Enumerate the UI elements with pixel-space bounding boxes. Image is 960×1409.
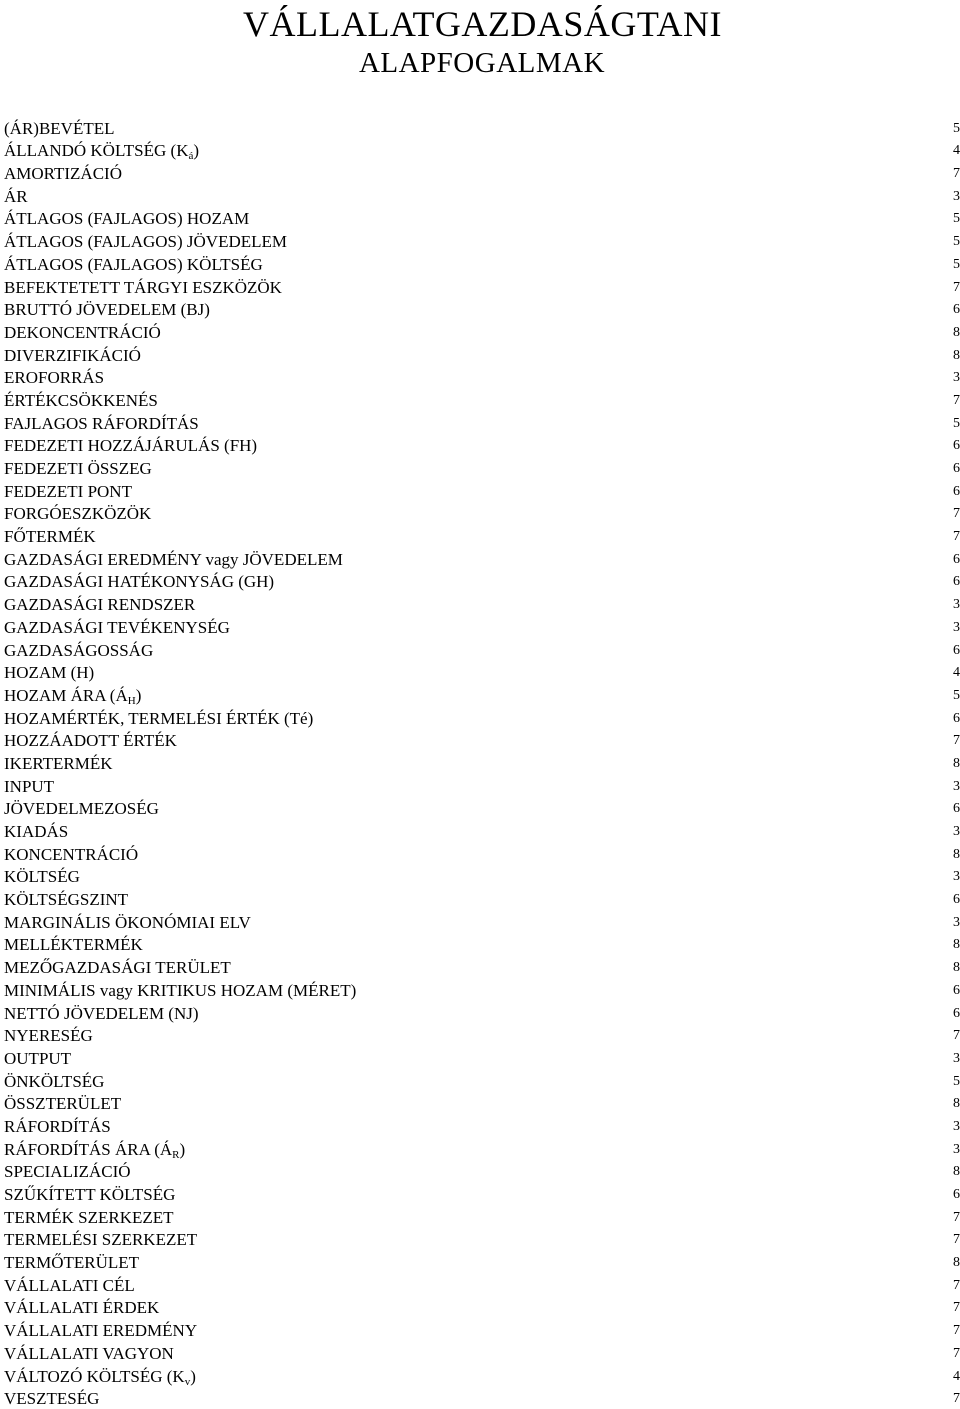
index-entry-term: GAZDASÁGOSSÁG (4, 641, 153, 660)
index-entry[interactable] (4, 275, 960, 298)
index-entry-label (4, 958, 231, 978)
index-entry-page-number: 8 (950, 346, 960, 366)
index-entry-term: VÁLLALATI VAGYON (4, 1344, 174, 1363)
index-entry[interactable] (4, 161, 960, 184)
index-entry-label (4, 1321, 197, 1341)
dot-leader (202, 149, 947, 157)
index-entry-page-number: 6 (950, 459, 960, 479)
index-entry[interactable] (4, 910, 960, 933)
index-entry-term: ÁTLAGOS (FAJLAGOS) KÖLTSÉG (4, 255, 263, 274)
index-entry-page-number: 7 (950, 527, 960, 547)
index-entry-term: KIADÁS (4, 822, 68, 841)
index-entry-label (4, 1162, 131, 1182)
index-entry[interactable] (4, 1296, 960, 1319)
dot-leader (144, 354, 947, 362)
dot-leader (213, 308, 947, 316)
index-entry[interactable] (4, 229, 960, 252)
index-entry-page-number: 5 (950, 686, 960, 706)
index-entry-term: RÁFORDÍTÁS ÁRA (Á (4, 1140, 172, 1159)
index-entry[interactable] (4, 570, 960, 593)
index-entry[interactable] (4, 955, 960, 978)
index-entry-label (4, 731, 177, 751)
dot-leader (198, 603, 947, 611)
dot-leader (146, 943, 947, 951)
dot-leader (162, 807, 947, 815)
index-entry-label (4, 278, 282, 298)
index-entry-label (4, 641, 153, 661)
index-entry-page-number: 8 (950, 958, 960, 978)
index-entry-label (4, 935, 143, 955)
index-entry-page-number: 6 (950, 641, 960, 661)
index-entry-page-number: 7 (950, 1276, 960, 1296)
index-entry[interactable] (4, 774, 960, 797)
index-entry-suffix: ) (193, 141, 199, 160)
index-entry-label (4, 1389, 99, 1409)
dot-leader (234, 966, 947, 974)
index-entry-label (4, 1117, 111, 1137)
index-entry-label (4, 164, 122, 184)
dot-leader (161, 399, 947, 407)
index-entry-label (4, 913, 251, 933)
index-entry-term: TERMÉK SZERKEZET (4, 1208, 174, 1227)
dot-leader (74, 1057, 947, 1065)
index-entry-page-number: 7 (950, 1230, 960, 1250)
index-entry-page-number: 7 (950, 391, 960, 411)
index-entry-label (4, 686, 141, 706)
index-entry[interactable] (4, 1046, 960, 1069)
dot-leader (138, 1284, 947, 1292)
index-entry-term: BEFEKTETETT TÁRGYI ESZKÖZÖK (4, 278, 282, 297)
index-entry-page-number: 7 (950, 164, 960, 184)
index-entry-label (4, 1208, 174, 1228)
index-entry-term: BRUTTÓ JÖVEDELEM (BJ) (4, 300, 210, 319)
index-entry-term: DIVERZIFIKÁCIÓ (4, 346, 141, 365)
index-entry-label (4, 232, 287, 252)
index-entry-page-number: 6 (950, 300, 960, 320)
index-entry-term: INPUT (4, 777, 54, 796)
dot-leader (199, 1375, 947, 1383)
index-entry[interactable] (4, 638, 960, 661)
index-entry-page-number: 3 (950, 913, 960, 933)
dot-leader (359, 989, 947, 997)
index-entry-label (4, 754, 113, 774)
index-entry-term: ÁTLAGOS (FAJLAGOS) JÖVEDELEM (4, 232, 287, 251)
index-entry-label (4, 436, 257, 456)
index-entry[interactable] (4, 729, 960, 752)
index-entry-label (4, 981, 356, 1001)
index-entry-term: ÖNKÖLTSÉG (4, 1072, 104, 1091)
dot-leader (141, 853, 947, 861)
index-entry-page-number: 7 (950, 1298, 960, 1318)
index-entry-label (4, 119, 114, 139)
index-entry[interactable] (4, 706, 960, 729)
index-entry-label (4, 1140, 185, 1160)
index-entry-term: VÁLLALATI CÉL (4, 1276, 135, 1295)
index-entry-label (4, 459, 152, 479)
dot-leader (290, 240, 947, 248)
document-subtitle: ALAPFOGALMAK (0, 46, 960, 80)
index-entry-term: GAZDASÁGI RENDSZER (4, 595, 195, 614)
dot-leader (316, 717, 947, 725)
index-entry[interactable] (4, 1250, 960, 1273)
dot-leader (107, 1080, 947, 1088)
dot-leader (200, 1329, 947, 1337)
index-entry-label (4, 1004, 199, 1024)
index-entry[interactable] (4, 1364, 960, 1387)
index-entry-label (4, 504, 151, 524)
index-entry-label (4, 1276, 135, 1296)
index-entry[interactable] (4, 1024, 960, 1047)
dot-leader (99, 535, 947, 543)
dot-leader (107, 376, 947, 384)
index-entry-label (4, 1049, 71, 1069)
index-entry-term: DEKONCENTRÁCIÓ (4, 323, 161, 342)
index-entry-term: MINIMÁLIS vagy KRITIKUS HOZAM (MÉRET) (4, 981, 356, 1000)
index-entry-term: GAZDASÁGI EREDMÉNY vagy JÖVEDELEM (4, 550, 343, 569)
index-entry-subscript: H (128, 695, 136, 707)
index-entry-page-number: 8 (950, 754, 960, 774)
dot-leader (164, 331, 947, 339)
index-entry-page-number: 6 (950, 572, 960, 592)
dot-leader (162, 1306, 947, 1314)
dot-leader (202, 422, 947, 430)
index-entry[interactable] (4, 524, 960, 547)
index-entry[interactable] (4, 388, 960, 411)
index-entry-page-number: 4 (950, 663, 960, 683)
index-entry-page-number: 3 (950, 368, 960, 388)
index-entry-subscript: R (172, 1149, 179, 1161)
index-entry-label (4, 618, 230, 638)
index-entry-term: HOZZÁADOTT ÉRTÉK (4, 731, 177, 750)
index-entry-page-number: 7 (950, 504, 960, 524)
index-entry-label (4, 527, 96, 547)
index-entry-term: ÁLLANDÓ KÖLTSÉG (K (4, 141, 188, 160)
index-entry[interactable] (4, 842, 960, 865)
index-entry-page-number: 6 (950, 550, 960, 570)
index-entry-page-number: 3 (950, 822, 960, 842)
index-entry-label (4, 141, 199, 161)
document-title: VÁLLALATGAZDASÁGTANI (0, 2, 960, 46)
index-entry-page-number: 8 (950, 1094, 960, 1114)
index-entry-term: KÖLTSÉG (4, 867, 80, 886)
index-entry-label (4, 482, 132, 502)
index-entry-term: ÉRTÉKCSÖKKENÉS (4, 391, 158, 410)
index-entry[interactable] (4, 298, 960, 321)
index-entry-page-number: 8 (950, 935, 960, 955)
dot-leader (131, 898, 947, 906)
dot-leader (156, 649, 947, 657)
index-entry[interactable] (4, 184, 960, 207)
index-entry-page-number: 7 (950, 1389, 960, 1409)
index-entry[interactable] (4, 502, 960, 525)
index-entry[interactable] (4, 1228, 960, 1251)
document-header (0, 2, 960, 80)
index-entry-label (4, 414, 199, 434)
index-entry[interactable] (4, 366, 960, 389)
index-entry-page-number: 7 (950, 731, 960, 751)
dot-leader (135, 490, 947, 498)
index-entry[interactable] (4, 1341, 960, 1364)
index-entry-label (4, 1072, 104, 1092)
index-entry[interactable] (4, 1318, 960, 1341)
dot-leader (177, 1216, 947, 1224)
index-entry-page-number: 5 (950, 1072, 960, 1092)
index-entry-term: HOZAM ÁRA (Á (4, 686, 128, 705)
index-entry-label (4, 890, 128, 910)
index-entry[interactable] (4, 887, 960, 910)
index-entry-label (4, 1094, 121, 1114)
dot-leader (124, 1102, 947, 1110)
index-entry-term: MARGINÁLIS ÖKONÓMIAI ELV (4, 913, 251, 932)
dot-leader (277, 580, 947, 588)
index-entry-label (4, 1298, 159, 1318)
index-entry-page-number: 7 (950, 1208, 960, 1228)
index-entry-label (4, 1367, 196, 1387)
index-entry-label (4, 845, 138, 865)
dot-leader (134, 1170, 947, 1178)
index-entry-page-number: 5 (950, 232, 960, 252)
index-entry-suffix: ) (136, 686, 142, 705)
index-entry-label (4, 391, 158, 411)
index-entry-term: VÁLLALATI ÉRDEK (4, 1298, 159, 1317)
dot-leader (200, 1238, 947, 1246)
dot-leader (254, 921, 947, 929)
index-entry-label (4, 255, 263, 275)
index-entry-page-number: 3 (950, 187, 960, 207)
index-entry-term: FEDEZETI ÖSSZEG (4, 459, 152, 478)
index-entry-term: ÁTLAGOS (FAJLAGOS) HOZAM (4, 209, 249, 228)
index-entry-term: SPECIALIZÁCIÓ (4, 1162, 131, 1181)
dot-leader (260, 444, 947, 452)
index-entry-page-number: 6 (950, 482, 960, 502)
index-entry[interactable] (4, 1182, 960, 1205)
dot-leader (266, 263, 947, 271)
index-entry-page-number: 6 (950, 709, 960, 729)
index-entry-page-number: 3 (950, 867, 960, 887)
index-entry-term: FORGÓESZKÖZÖK (4, 504, 151, 523)
index-entry-label (4, 572, 274, 592)
index-entry-label (4, 1026, 93, 1046)
dot-leader (57, 785, 947, 793)
index-entry-term: (ÁR)BEVÉTEL (4, 119, 114, 138)
index-entry-term: HOZAMÉRTÉK, TERMELÉSI ÉRTÉK (Té) (4, 709, 313, 728)
index-entry-term: KONCENTRÁCIÓ (4, 845, 138, 864)
index-entry-page-number: 5 (950, 255, 960, 275)
index-entry-page-number: 7 (950, 1344, 960, 1364)
index-entry-page-number: 3 (950, 1049, 960, 1069)
index-entry-label (4, 323, 161, 343)
index-entry-label (4, 867, 80, 887)
dot-leader (83, 875, 947, 883)
index-list (4, 116, 960, 1409)
index-entry-page-number: 4 (950, 1367, 960, 1387)
dot-leader (155, 467, 947, 475)
index-entry[interactable] (4, 479, 960, 502)
dot-leader (233, 626, 947, 634)
index-entry[interactable] (4, 615, 960, 638)
dot-leader (71, 830, 947, 838)
dot-leader (202, 1012, 947, 1020)
index-entry-term: VÁLLALATI EREDMÉNY (4, 1321, 197, 1340)
index-entry-page-number: 8 (950, 845, 960, 865)
index-entry-term: VESZTESÉG (4, 1389, 99, 1408)
index-entry-term: MELLÉKTERMÉK (4, 935, 143, 954)
index-entry[interactable] (4, 411, 960, 434)
index-entry-subscript: á (188, 150, 193, 162)
index-entry-term: AMORTIZÁCIÓ (4, 164, 122, 183)
index-entry-page-number: 4 (950, 141, 960, 161)
index-entry[interactable] (4, 456, 960, 479)
index-entry[interactable] (4, 1001, 960, 1024)
index-entry-page-number: 6 (950, 890, 960, 910)
index-entry[interactable] (4, 592, 960, 615)
index-entry-label (4, 595, 195, 615)
index-entry-term: TERMELÉSI SZERKEZET (4, 1230, 197, 1249)
index-entry-page-number: 8 (950, 323, 960, 343)
index-entry-page-number: 3 (950, 1117, 960, 1137)
dot-leader (102, 1397, 947, 1405)
dot-leader (252, 217, 947, 225)
index-entry-term: VÁLTOZÓ KÖLTSÉG (K (4, 1367, 185, 1386)
index-entry-page-number: 5 (950, 209, 960, 229)
index-entry-term: FŐTERMÉK (4, 527, 96, 546)
index-entry-page-number: 6 (950, 981, 960, 1001)
index-entry-page-number: 8 (950, 1253, 960, 1273)
index-entry[interactable] (4, 434, 960, 457)
dot-leader (346, 558, 947, 566)
index-entry[interactable] (4, 819, 960, 842)
index-entry-label (4, 346, 141, 366)
index-entry-term: FEDEZETI HOZZÁJÁRULÁS (FH) (4, 436, 257, 455)
dot-leader (97, 671, 947, 679)
index-entry[interactable] (4, 933, 960, 956)
index-entry-page-number: 6 (950, 1004, 960, 1024)
index-entry-page-number: 3 (950, 595, 960, 615)
index-entry-term: EROFORRÁS (4, 368, 104, 387)
index-entry-label (4, 209, 249, 229)
index-entry[interactable] (4, 1114, 960, 1137)
index-entry[interactable] (4, 978, 960, 1001)
dot-leader (125, 172, 947, 180)
index-entry-label (4, 550, 343, 570)
index-entry-term: NETTÓ JÖVEDELEM (NJ) (4, 1004, 199, 1023)
index-entry-term: NYERESÉG (4, 1026, 93, 1045)
index-entry-page-number: 8 (950, 1162, 960, 1182)
index-entry[interactable] (4, 1160, 960, 1183)
index-entry-label (4, 1230, 197, 1250)
index-entry-term: MEZŐGAZDASÁGI TERÜLET (4, 958, 231, 977)
dot-leader (142, 1261, 947, 1269)
index-entry-suffix: ) (179, 1140, 185, 1159)
index-entry[interactable] (4, 751, 960, 774)
dot-leader (114, 1125, 947, 1133)
dot-leader (116, 762, 947, 770)
index-entry-term: ÁR (4, 187, 28, 206)
index-entry-page-number: 7 (950, 1321, 960, 1341)
index-entry-label (4, 187, 28, 207)
index-entry-label (4, 822, 68, 842)
index-entry-label (4, 300, 210, 320)
index-entry-label (4, 663, 94, 683)
index-entry-page-number: 3 (950, 618, 960, 638)
index-entry-page-number: 3 (950, 1140, 960, 1160)
index-entry[interactable] (4, 116, 960, 139)
dot-leader (31, 195, 947, 203)
index-entry[interactable] (4, 797, 960, 820)
dot-leader (285, 286, 947, 294)
index-entry-subscript: v (185, 1376, 191, 1388)
index-entry-page-number: 6 (950, 799, 960, 819)
index-entry-term: SZŰKÍTETT KÖLTSÉG (4, 1185, 175, 1204)
index-entry[interactable] (4, 207, 960, 230)
index-entry-term: GAZDASÁGI HATÉKONYSÁG (GH) (4, 572, 274, 591)
index-entry-label (4, 777, 54, 797)
index-entry-term: HOZAM (H) (4, 663, 94, 682)
index-entry-term: KÖLTSÉGSZINT (4, 890, 128, 909)
index-entry-page-number: 5 (950, 414, 960, 434)
index-entry[interactable] (4, 252, 960, 275)
index-entry-term: OUTPUT (4, 1049, 71, 1068)
index-entry[interactable] (4, 139, 960, 162)
index-entry[interactable] (4, 343, 960, 366)
index-entry[interactable] (4, 1069, 960, 1092)
index-entry-page-number: 7 (950, 1026, 960, 1046)
index-entry[interactable] (4, 865, 960, 888)
index-entry-page-number: 3 (950, 777, 960, 797)
index-entry[interactable] (4, 683, 960, 706)
index-entry-page-number: 6 (950, 1185, 960, 1205)
index-entry[interactable] (4, 1092, 960, 1115)
index-entry-page-number: 5 (950, 119, 960, 139)
index-entry-label (4, 1344, 174, 1364)
dot-leader (117, 127, 947, 135)
index-entry-term: FEDEZETI PONT (4, 482, 132, 501)
index-entry-page-number: 6 (950, 436, 960, 456)
index-entry-label (4, 799, 159, 819)
index-entry-term: TERMŐTERÜLET (4, 1253, 139, 1272)
index-entry[interactable] (4, 1205, 960, 1228)
index-entry-suffix: ) (190, 1367, 196, 1386)
index-entry-term: JÖVEDELMEZOSÉG (4, 799, 159, 818)
index-entry-term: IKERTERMÉK (4, 754, 113, 773)
index-entry[interactable] (4, 661, 960, 684)
index-entry-term: FAJLAGOS RÁFORDÍTÁS (4, 414, 199, 433)
index-entry[interactable] (4, 1273, 960, 1296)
dot-leader (188, 1148, 947, 1156)
index-entry-label (4, 1185, 175, 1205)
dot-leader (144, 694, 947, 702)
index-entry-term: ÖSSZTERÜLET (4, 1094, 121, 1113)
index-entry-page-number: 7 (950, 278, 960, 298)
index-entry-term: GAZDASÁGI TEVÉKENYSÉG (4, 618, 230, 637)
index-entry[interactable] (4, 320, 960, 343)
dot-leader (180, 739, 947, 747)
dot-leader (154, 512, 947, 520)
dot-leader (96, 1034, 947, 1042)
dot-leader (177, 1352, 947, 1360)
index-entry-label (4, 368, 104, 388)
index-entry-label (4, 709, 313, 729)
index-entry-label (4, 1253, 139, 1273)
index-entry-term: RÁFORDÍTÁS (4, 1117, 111, 1136)
index-entry[interactable] (4, 547, 960, 570)
index-entry[interactable] (4, 1137, 960, 1160)
dot-leader (178, 1193, 947, 1201)
